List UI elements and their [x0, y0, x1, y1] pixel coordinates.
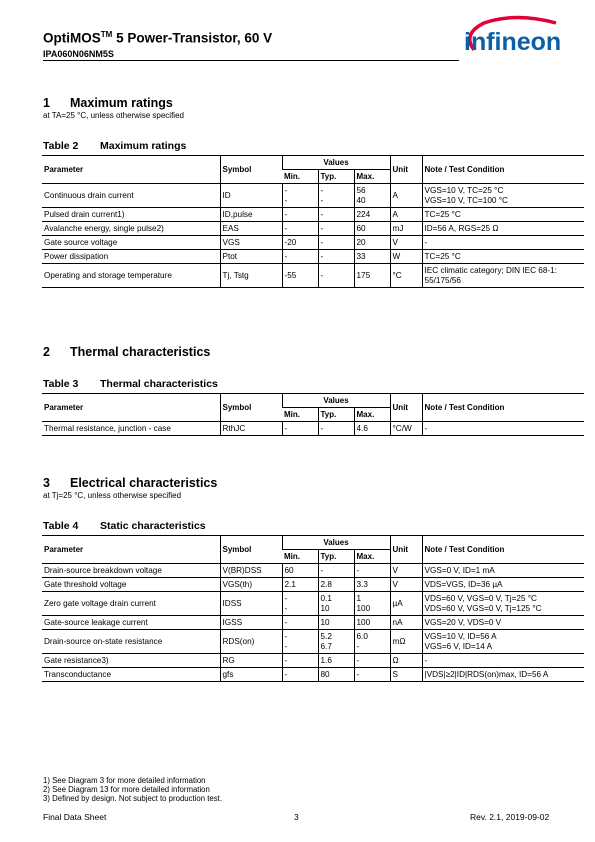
- cell-parameter: Gate threshold voltage: [44, 579, 127, 589]
- cell-min: -20: [282, 236, 318, 250]
- column-header-unit: Unit: [390, 156, 422, 184]
- column-header-max: Max.: [354, 170, 390, 184]
- cell-unit: mJ: [390, 222, 422, 236]
- cell-min: -: [282, 250, 318, 264]
- cell-parameter: Gate source voltage: [44, 237, 118, 247]
- cell-min: - -: [282, 184, 318, 208]
- cell-symbol: RDS(on): [220, 630, 282, 654]
- column-header-notes: Note / Test Condition: [422, 156, 584, 184]
- column-header-max: Max.: [354, 550, 390, 564]
- table-row: [42, 422, 584, 436]
- thermal-characteristics-table: [42, 393, 584, 436]
- cell-symbol: V(BR)DSS: [220, 564, 282, 578]
- cell-symbol: gfs: [220, 668, 282, 682]
- cell-min: -: [282, 654, 318, 668]
- cell-parameter: Avalanche energy, single pulse2): [44, 223, 164, 233]
- footer-page-number: 3: [294, 812, 299, 822]
- column-header-typ: Typ.: [318, 550, 354, 564]
- cell-min: -: [282, 222, 318, 236]
- table-row: [42, 208, 584, 222]
- table-row: [42, 578, 584, 592]
- cell-unit: A: [390, 184, 422, 208]
- cell-min: - -: [282, 630, 318, 654]
- table-row: [42, 222, 584, 236]
- cell-symbol: ID,pulse: [220, 208, 282, 222]
- cell-typ: 1.6: [318, 654, 354, 668]
- cell-max: 224: [354, 208, 390, 222]
- cell-typ: 0.1 10: [318, 592, 354, 616]
- table-2-caption: Table 2 Maximum ratings: [43, 140, 187, 152]
- footnote: 3) Defined by design. Not subject to production test.: [43, 794, 222, 803]
- table-4-caption: Table 4 Static characteristics: [43, 520, 206, 532]
- cell-symbol: ID: [220, 184, 282, 208]
- cell-symbol: IDSS: [220, 592, 282, 616]
- cell-max: 175: [354, 264, 390, 288]
- cell-max: 3.3: [354, 578, 390, 592]
- column-header-symbol: Symbol: [220, 156, 282, 184]
- cell-parameter: Gate-source leakage current: [44, 617, 148, 627]
- cell-min: -: [282, 208, 318, 222]
- cell-notes: VGS=10 V, TC=25 °C VGS=10 V, TC=100 °C: [422, 184, 584, 208]
- section-1-subtitle: at TA=25 °C, unless otherwise specified: [43, 111, 184, 120]
- cell-typ: 80: [318, 668, 354, 682]
- cell-typ: 10: [318, 616, 354, 630]
- cell-symbol: IGSS: [220, 616, 282, 630]
- column-header-min: Min.: [284, 551, 300, 561]
- cell-notes: IEC climatic category; DIN IEC 68-1: 55/175/56: [422, 264, 584, 288]
- column-header-notes: Note / Test Condition: [422, 536, 584, 564]
- cell-unit: mΩ: [390, 630, 422, 654]
- section-1-heading: 1 Maximum ratings: [43, 96, 173, 110]
- cell-typ: -: [318, 422, 354, 436]
- cell-symbol: VGS(th): [220, 578, 282, 592]
- cell-unit: V: [390, 578, 422, 592]
- column-header-typ: Typ.: [318, 408, 354, 422]
- cell-symbol: Tj, Tstg: [220, 264, 282, 288]
- column-header-values: Values: [282, 156, 390, 170]
- cell-notes: -: [422, 654, 584, 668]
- cell-parameter: Drain-source on-state resistance: [44, 636, 163, 646]
- table-row: [42, 616, 584, 630]
- cell-notes: ID=56 A, RGS=25 Ω: [422, 222, 584, 236]
- cell-typ: -: [318, 208, 354, 222]
- cell-typ: -: [318, 250, 354, 264]
- section-2-heading: 2 Thermal characteristics: [43, 345, 211, 359]
- infineon-logo-icon: [454, 14, 584, 64]
- document-title: OptiMOS™ 5 Power-Transistor, 60 V: [43, 30, 273, 46]
- cell-typ: 2.8: [318, 578, 354, 592]
- table-row: [42, 184, 584, 208]
- cell-typ: -: [318, 236, 354, 250]
- cell-notes: VDS=VGS, ID=36 µA: [422, 578, 584, 592]
- cell-parameter: Pulsed drain current1): [44, 209, 125, 219]
- section-3-heading: 3 Electrical characteristics: [43, 476, 218, 490]
- column-header-parameter: Parameter: [44, 402, 84, 412]
- column-header-symbol: Symbol: [220, 536, 282, 564]
- cell-symbol: EAS: [220, 222, 282, 236]
- table-3-caption: Table 3 Thermal characteristics: [43, 378, 218, 390]
- column-header-values: Values: [282, 394, 390, 408]
- cell-unit: Ω: [390, 654, 422, 668]
- footer-revision: Rev. 2.1, 2019-09-02: [470, 812, 550, 822]
- table-row: [42, 564, 584, 578]
- cell-typ: -: [318, 222, 354, 236]
- cell-min: - -: [282, 592, 318, 616]
- cell-max: 20: [354, 236, 390, 250]
- cell-min: -: [282, 668, 318, 682]
- cell-parameter: Transconductance: [44, 669, 112, 679]
- cell-max: -: [354, 564, 390, 578]
- cell-parameter: Drain-source breakdown voltage: [44, 565, 162, 575]
- cell-min: 2.1: [282, 578, 318, 592]
- cell-notes: -: [422, 422, 584, 436]
- table-row: [42, 654, 584, 668]
- cell-parameter: Gate resistance3): [44, 655, 109, 665]
- cell-max: 6.0 -: [354, 630, 390, 654]
- cell-typ: -: [318, 564, 354, 578]
- column-header-parameter: Parameter: [44, 544, 84, 554]
- column-header-unit: Unit: [390, 394, 422, 422]
- cell-parameter: Operating and storage temperature: [44, 270, 172, 280]
- cell-min: -: [282, 422, 318, 436]
- cell-notes: TC=25 °C: [422, 208, 584, 222]
- cell-min: 60: [282, 564, 318, 578]
- cell-notes: VGS=20 V, VDS=0 V: [422, 616, 584, 630]
- cell-typ: - -: [318, 184, 354, 208]
- table-row: [42, 630, 584, 654]
- cell-symbol: Ptot: [220, 250, 282, 264]
- cell-max: 33: [354, 250, 390, 264]
- cell-typ: -: [318, 264, 354, 288]
- cell-max: 1 100: [354, 592, 390, 616]
- footnote: 2) See Diagram 13 for more detailed information: [43, 785, 210, 794]
- cell-unit: °C: [390, 264, 422, 288]
- cell-max: -: [354, 654, 390, 668]
- logo-text: infineon: [464, 28, 562, 56]
- cell-notes: VDS=60 V, VGS=0 V, Tj=25 °C VDS=60 V, VGS=0 V, Tj=125 °C: [422, 592, 584, 616]
- static-characteristics-table: [42, 535, 584, 682]
- cell-notes: -: [422, 236, 584, 250]
- cell-unit: S: [390, 668, 422, 682]
- cell-notes: VGS=10 V, ID=56 A VGS=6 V, ID=14 A: [422, 630, 584, 654]
- cell-symbol: VGS: [220, 236, 282, 250]
- footnotes: [43, 776, 222, 803]
- section-3-subtitle: at Tj=25 °C, unless otherwise specified: [43, 491, 182, 500]
- cell-parameter: Continuous drain current: [44, 190, 134, 200]
- column-header-unit: Unit: [390, 536, 422, 564]
- cell-unit: V: [390, 564, 422, 578]
- cell-max: 100: [354, 616, 390, 630]
- cell-parameter: Thermal resistance, junction - case: [44, 423, 171, 433]
- cell-unit: nA: [390, 616, 422, 630]
- column-header-min: Min.: [284, 171, 300, 181]
- column-header-typ: Typ.: [318, 170, 354, 184]
- cell-unit: W: [390, 250, 422, 264]
- cell-parameter: Zero gate voltage drain current: [44, 598, 156, 608]
- cell-parameter: Power dissipation: [44, 251, 109, 261]
- table-row: [42, 264, 584, 288]
- cell-min: -: [282, 616, 318, 630]
- header-rule: [43, 60, 459, 61]
- column-header-max: Max.: [354, 408, 390, 422]
- table-row: [42, 250, 584, 264]
- column-header-min: Min.: [284, 409, 300, 419]
- cell-unit: A: [390, 208, 422, 222]
- cell-typ: 5.2 6.7: [318, 630, 354, 654]
- table-row: [42, 236, 584, 250]
- cell-min: -55: [282, 264, 318, 288]
- cell-max: 4.6: [354, 422, 390, 436]
- cell-max: 60: [354, 222, 390, 236]
- column-header-notes: Note / Test Condition: [422, 394, 584, 422]
- cell-notes: VGS=0 V, ID=1 mA: [422, 564, 584, 578]
- cell-symbol: RthJC: [220, 422, 282, 436]
- footnote: 1) See Diagram 3 for more detailed information: [43, 776, 206, 785]
- column-header-values: Values: [282, 536, 390, 550]
- table-row: [42, 592, 584, 616]
- cell-notes: |VDS|≥2|ID|RDS(on)max, ID=56 A: [422, 668, 584, 682]
- cell-unit: µA: [390, 592, 422, 616]
- cell-max: -: [354, 668, 390, 682]
- cell-unit: °C/W: [390, 422, 422, 436]
- maximum-ratings-table: [42, 155, 584, 288]
- cell-unit: V: [390, 236, 422, 250]
- part-number: IPA060N06NM5S: [43, 49, 114, 59]
- footer-doc-type: Final Data Sheet: [43, 812, 107, 822]
- cell-max: 56 40: [354, 184, 390, 208]
- table-row: [42, 668, 584, 682]
- cell-symbol: RG: [220, 654, 282, 668]
- column-header-symbol: Symbol: [220, 394, 282, 422]
- cell-notes: TC=25 °C: [422, 250, 584, 264]
- column-header-parameter: Parameter: [44, 164, 84, 174]
